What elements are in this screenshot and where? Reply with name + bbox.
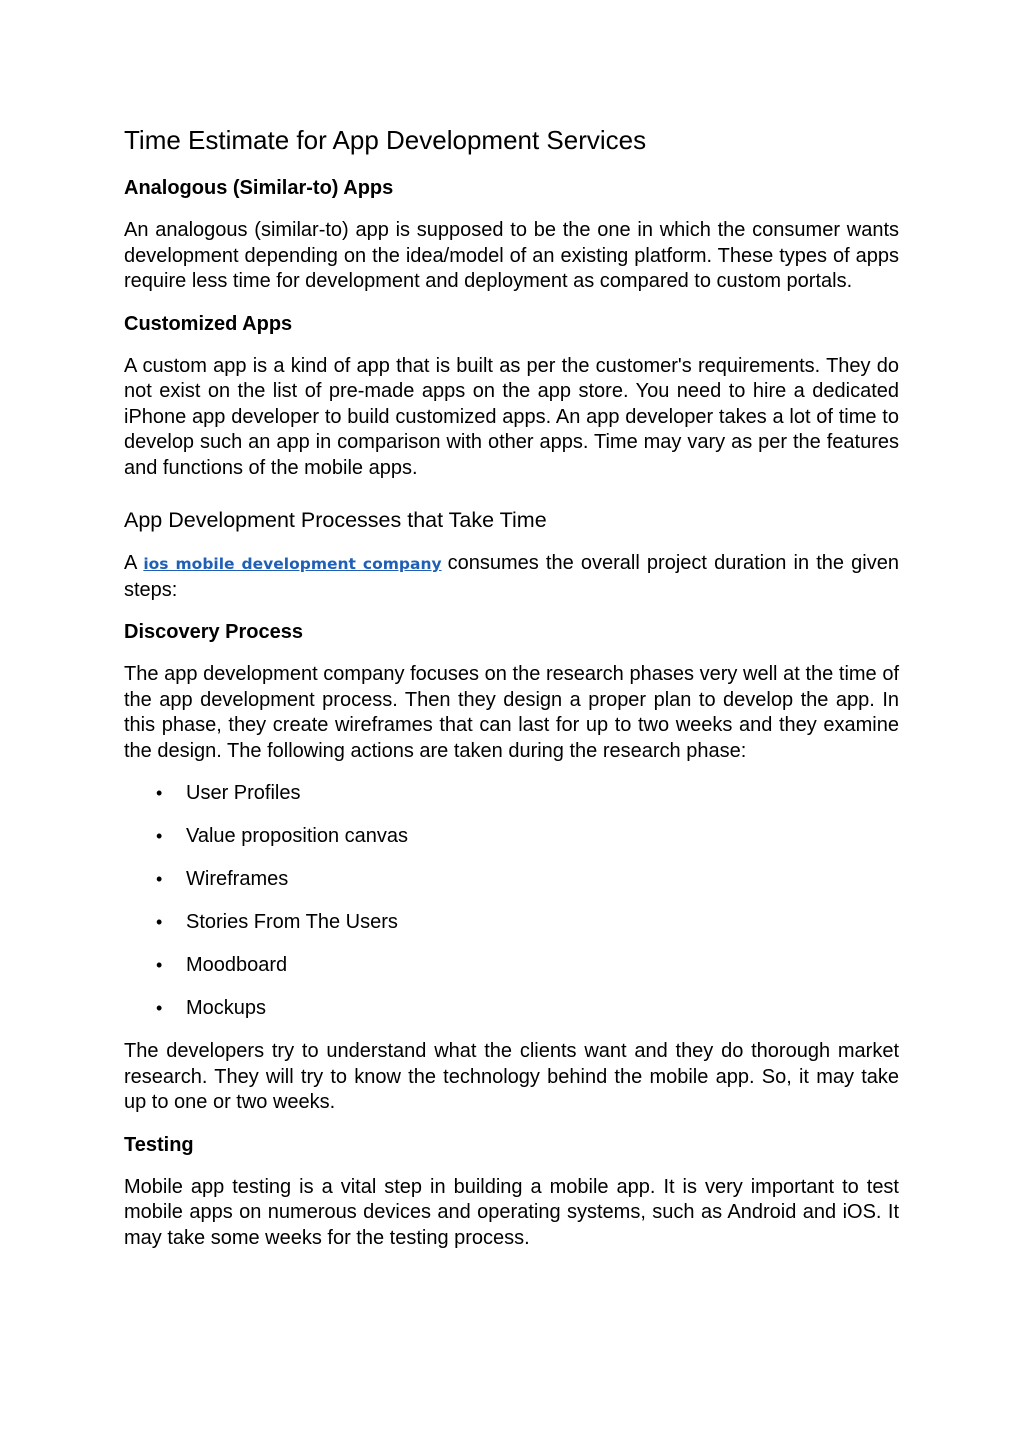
heading-analogous-apps: Analogous (Similar-to) Apps bbox=[124, 177, 394, 199]
list-item-label: Mockups bbox=[186, 997, 267, 1019]
bullet-icon: • bbox=[156, 912, 163, 932]
paragraph-customized-apps: A custom app is a kind of app that is built as per the customer's requirements. They do not exist on the list of pre-made apps on the app store. You need to hire a dedicated iPhone app developer to build customized apps. An app developer takes a lot of time to develop such an app in comparison with other apps. Time may vary as per the features and functions of the mobile apps. bbox=[124, 354, 899, 479]
discovery-actions-list bbox=[124, 781, 899, 1021]
list-item bbox=[124, 824, 899, 849]
list-item bbox=[124, 996, 899, 1021]
paragraph-processes-intro bbox=[124, 551, 899, 603]
list-item bbox=[124, 781, 899, 806]
bullet-icon: • bbox=[156, 869, 163, 889]
paragraph-discovery-process: The app development company focuses on the research phases very well at the time of the app development process. Then they design a proper plan to develop the app. In this phase, they create wireframes that can last for up to two weeks and they examine the design. The following actions are taken during the research phase: bbox=[124, 663, 899, 762]
paragraph-testing: Mobile app testing is a vital step in building a mobile app. It is very important to test mobile apps on numerous devices and operating systems, such as Android and iOS. It may take some weeks for the testing process. bbox=[124, 1175, 899, 1249]
list-item bbox=[124, 953, 899, 978]
list-item-label: User Profiles bbox=[186, 782, 301, 804]
heading-customized-apps: Customized Apps bbox=[124, 312, 293, 335]
bullet-icon: • bbox=[156, 826, 163, 846]
bullet-icon: • bbox=[156, 955, 163, 975]
list-item-label: Value proposition canvas bbox=[186, 825, 408, 847]
ios-mobile-development-company-link[interactable]: ios mobile development company bbox=[143, 555, 442, 573]
intro-prefix: A bbox=[124, 552, 138, 574]
document-page bbox=[124, 124, 899, 1268]
bullet-icon: • bbox=[156, 998, 163, 1018]
document-title: Time Estimate for App Development Services bbox=[124, 125, 647, 155]
paragraph-analogous-apps: An analogous (similar-to) app is supposed to be the one in which the consumer wants development depending on the idea/model of an existing platform. These types of apps require less time for development and deployment as compared to custom portals. bbox=[124, 219, 899, 292]
list-item-label: Stories From The Users bbox=[186, 911, 398, 933]
paragraph-discovery-closing: The developers try to understand what the clients want and they do thorough market research. They will try to know the technology behind the mobile app. So, it may take up to one or two weeks. bbox=[124, 1040, 899, 1113]
list-item-label: Moodboard bbox=[186, 954, 288, 976]
list-item bbox=[124, 910, 899, 935]
heading-development-processes: App Development Processes that Take Time bbox=[124, 508, 547, 532]
list-item-label: Wireframes bbox=[186, 868, 289, 890]
list-item bbox=[124, 867, 899, 892]
heading-testing: Testing bbox=[124, 1133, 194, 1156]
heading-discovery-process: Discovery Process bbox=[124, 621, 304, 643]
intro-suffix: consumes the overall project duration in the given steps: bbox=[124, 552, 899, 601]
bullet-icon: • bbox=[156, 783, 163, 803]
